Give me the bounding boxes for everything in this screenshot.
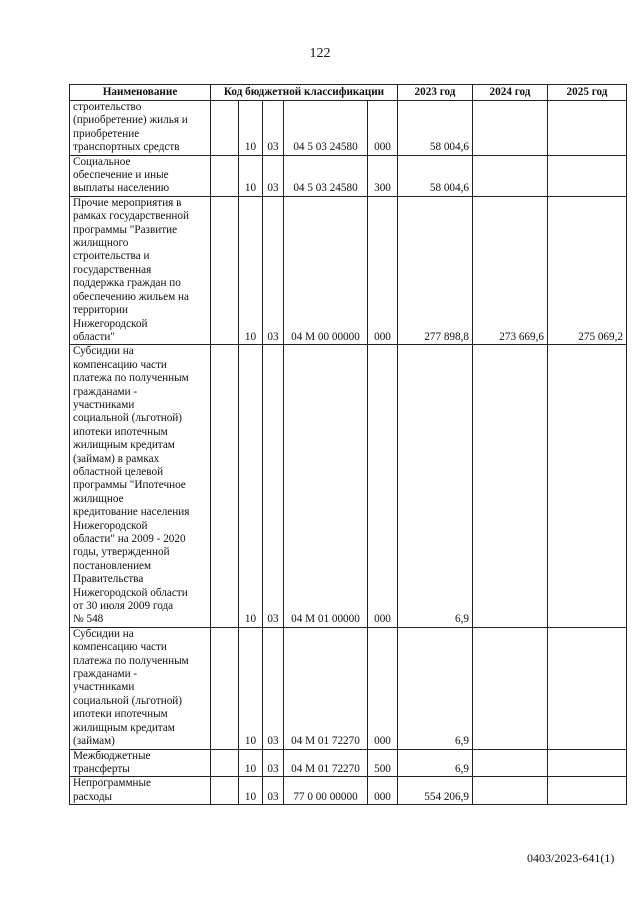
- code-expense-type: 500: [368, 749, 398, 777]
- amount-2023: 6,9: [398, 749, 473, 777]
- header-code: Код бюджетной классификации: [211, 85, 398, 101]
- row-name-line: жилищное: [73, 492, 124, 505]
- row-name-line: социальной (льготной): [73, 694, 182, 707]
- row-name-line: строительство: [73, 101, 142, 113]
- code-section: 10: [239, 749, 263, 777]
- row-name-line: постановлением: [73, 559, 152, 572]
- row-name-line: территории: [73, 304, 128, 317]
- header-2023: 2023 год: [398, 85, 473, 101]
- row-name: [70, 155, 211, 196]
- amount-2023: 6,9: [398, 345, 473, 628]
- row-name-line: Субсидии на: [73, 627, 134, 640]
- code-expense-type: 000: [368, 196, 398, 344]
- code-subsection: 03: [263, 196, 284, 344]
- row-name: [70, 345, 211, 628]
- row-name-line: строительства и: [73, 250, 150, 263]
- code-target-article: 04 5 03 24580: [284, 155, 368, 196]
- amount-2024: [473, 345, 548, 628]
- amount-2024: [473, 749, 548, 777]
- table-row: [70, 345, 627, 628]
- row-name-line: Нижегородской области: [73, 586, 188, 599]
- code-col-1: [211, 155, 239, 196]
- table-row: [70, 777, 627, 805]
- amount-2025: [548, 155, 627, 196]
- code-expense-type: 000: [368, 101, 398, 156]
- document-code: 0403/2023-641(1): [527, 851, 615, 865]
- row-name-line: обеспечение и иные: [73, 169, 169, 182]
- row-name-line: компенсацию части: [73, 641, 167, 654]
- code-section: 10: [239, 196, 263, 344]
- row-name-line: поддержка граждан по: [73, 277, 181, 290]
- row-name-line: государственная: [73, 263, 152, 276]
- header-2024: 2024 год: [473, 85, 548, 101]
- code-section: 10: [239, 627, 263, 749]
- row-name-line: приобретение: [73, 127, 140, 140]
- table-row: [70, 196, 627, 344]
- header-row: [70, 85, 627, 101]
- row-name-line: области" на 2009 - 2020: [73, 533, 186, 545]
- row-name-line: программы "Ипотечное: [73, 479, 186, 492]
- row-name-line: гражданами -: [73, 385, 138, 398]
- budget-table: [69, 84, 627, 805]
- amount-2024: 273 669,6: [473, 196, 548, 344]
- code-subsection: 03: [263, 777, 284, 805]
- code-col-1: [211, 777, 239, 805]
- row-name-line: (займам): [73, 735, 115, 748]
- amount-2025: [548, 101, 627, 156]
- code-target-article: 04 М 00 00000: [284, 196, 368, 344]
- code-target-article: 04 М 01 72270: [284, 749, 368, 777]
- page-number: 122: [309, 46, 331, 61]
- row-name-line: жилищного: [73, 237, 129, 250]
- amount-2024: [473, 155, 548, 196]
- table-row: [70, 101, 627, 156]
- table-row: [70, 155, 627, 196]
- row-name-line: ипотеки ипотечным: [73, 708, 168, 721]
- code-section: 10: [239, 345, 263, 628]
- row-name-line: транспортных средств: [73, 141, 180, 154]
- code-subsection: 03: [263, 627, 284, 749]
- amount-2023: 6,9: [398, 627, 473, 749]
- code-section: 10: [239, 777, 263, 805]
- code-section: 10: [239, 155, 263, 196]
- row-name: [70, 627, 211, 749]
- amount-2024: [473, 627, 548, 749]
- row-name-line: участниками: [73, 398, 135, 411]
- row-name-line: жилищным кредитам: [73, 439, 175, 452]
- row-name: [70, 101, 211, 156]
- row-name-line: от 30 июля 2009 года: [73, 600, 174, 613]
- code-target-article: 77 0 00 00000: [284, 777, 368, 805]
- code-target-article: 04 М 01 00000: [284, 345, 368, 628]
- row-name-line: Прочие мероприятия в: [73, 196, 182, 209]
- row-name-line: социальной (льготной): [73, 412, 182, 425]
- row-name-line: гражданами -: [73, 668, 138, 681]
- code-target-article: 04 М 01 72270: [284, 627, 368, 749]
- row-name-line: (займам) в рамках: [73, 452, 160, 465]
- row-name-line: обеспечению жильем на: [73, 290, 189, 303]
- row-name: [70, 196, 211, 344]
- row-name-line: Правительства: [73, 573, 144, 586]
- code-col-1: [211, 196, 239, 344]
- code-subsection: 03: [263, 101, 284, 156]
- code-col-1: [211, 101, 239, 156]
- amount-2024: [473, 101, 548, 156]
- row-name-line: области": [73, 330, 115, 343]
- row-name: [70, 749, 211, 777]
- row-name-line: платежа по полученным: [73, 372, 189, 385]
- code-expense-type: 300: [368, 155, 398, 196]
- amount-2023: 58 004,6: [398, 155, 473, 196]
- table-row: [70, 627, 627, 749]
- code-target-article: 04 5 03 24580: [284, 101, 368, 156]
- row-name-line: Нижегородской: [73, 519, 148, 532]
- row-name-line: (приобретение) жилья и: [73, 114, 188, 127]
- code-subsection: 03: [263, 155, 284, 196]
- code-col-1: [211, 749, 239, 777]
- code-section: 10: [239, 101, 263, 156]
- row-name-line: Межбюджетные: [73, 749, 151, 762]
- row-name-line: участниками: [73, 681, 135, 694]
- row-name-line: трансферты: [73, 762, 130, 775]
- row-name-line: № 548: [73, 613, 104, 626]
- row-name-line: выплаты населению: [73, 182, 170, 195]
- amount-2023: 554 206,9: [398, 777, 473, 805]
- row-name-line: ипотеки ипотечным: [73, 425, 168, 438]
- table-row: [70, 749, 627, 777]
- amount-2023: 58 004,6: [398, 101, 473, 156]
- amount-2025: [548, 627, 627, 749]
- code-expense-type: 000: [368, 345, 398, 628]
- amount-2024: [473, 777, 548, 805]
- header-name: Наименование: [70, 85, 211, 101]
- code-subsection: 03: [263, 345, 284, 628]
- code-expense-type: 000: [368, 627, 398, 749]
- row-name: [70, 777, 211, 805]
- row-name-line: областной целевой: [73, 465, 164, 478]
- code-col-1: [211, 345, 239, 628]
- row-name-line: расходы: [73, 790, 113, 803]
- amount-2023: 277 898,8: [398, 196, 473, 344]
- row-name-line: кредитование населения: [73, 506, 190, 519]
- amount-2025: 275 069,2: [548, 196, 627, 344]
- row-name-line: жилищным кредитам: [73, 721, 175, 734]
- row-name-line: платежа по полученным: [73, 654, 189, 667]
- row-name-line: рамках государственной: [73, 210, 189, 223]
- amount-2025: [548, 777, 627, 805]
- amount-2025: [548, 345, 627, 628]
- row-name-line: Социальное: [73, 155, 131, 168]
- code-expense-type: 000: [368, 777, 398, 805]
- amount-2025: [548, 749, 627, 777]
- row-name-line: годы, утвержденной: [73, 546, 170, 559]
- row-name-line: Нижегородской: [73, 317, 148, 330]
- code-subsection: 03: [263, 749, 284, 777]
- code-col-1: [211, 627, 239, 749]
- header-2025: 2025 год: [548, 85, 627, 101]
- row-name-line: программы "Развитие: [73, 223, 178, 236]
- row-name-line: компенсацию части: [73, 358, 167, 371]
- row-name-line: Непрограммные: [73, 777, 151, 790]
- row-name-line: Субсидии на: [73, 345, 134, 358]
